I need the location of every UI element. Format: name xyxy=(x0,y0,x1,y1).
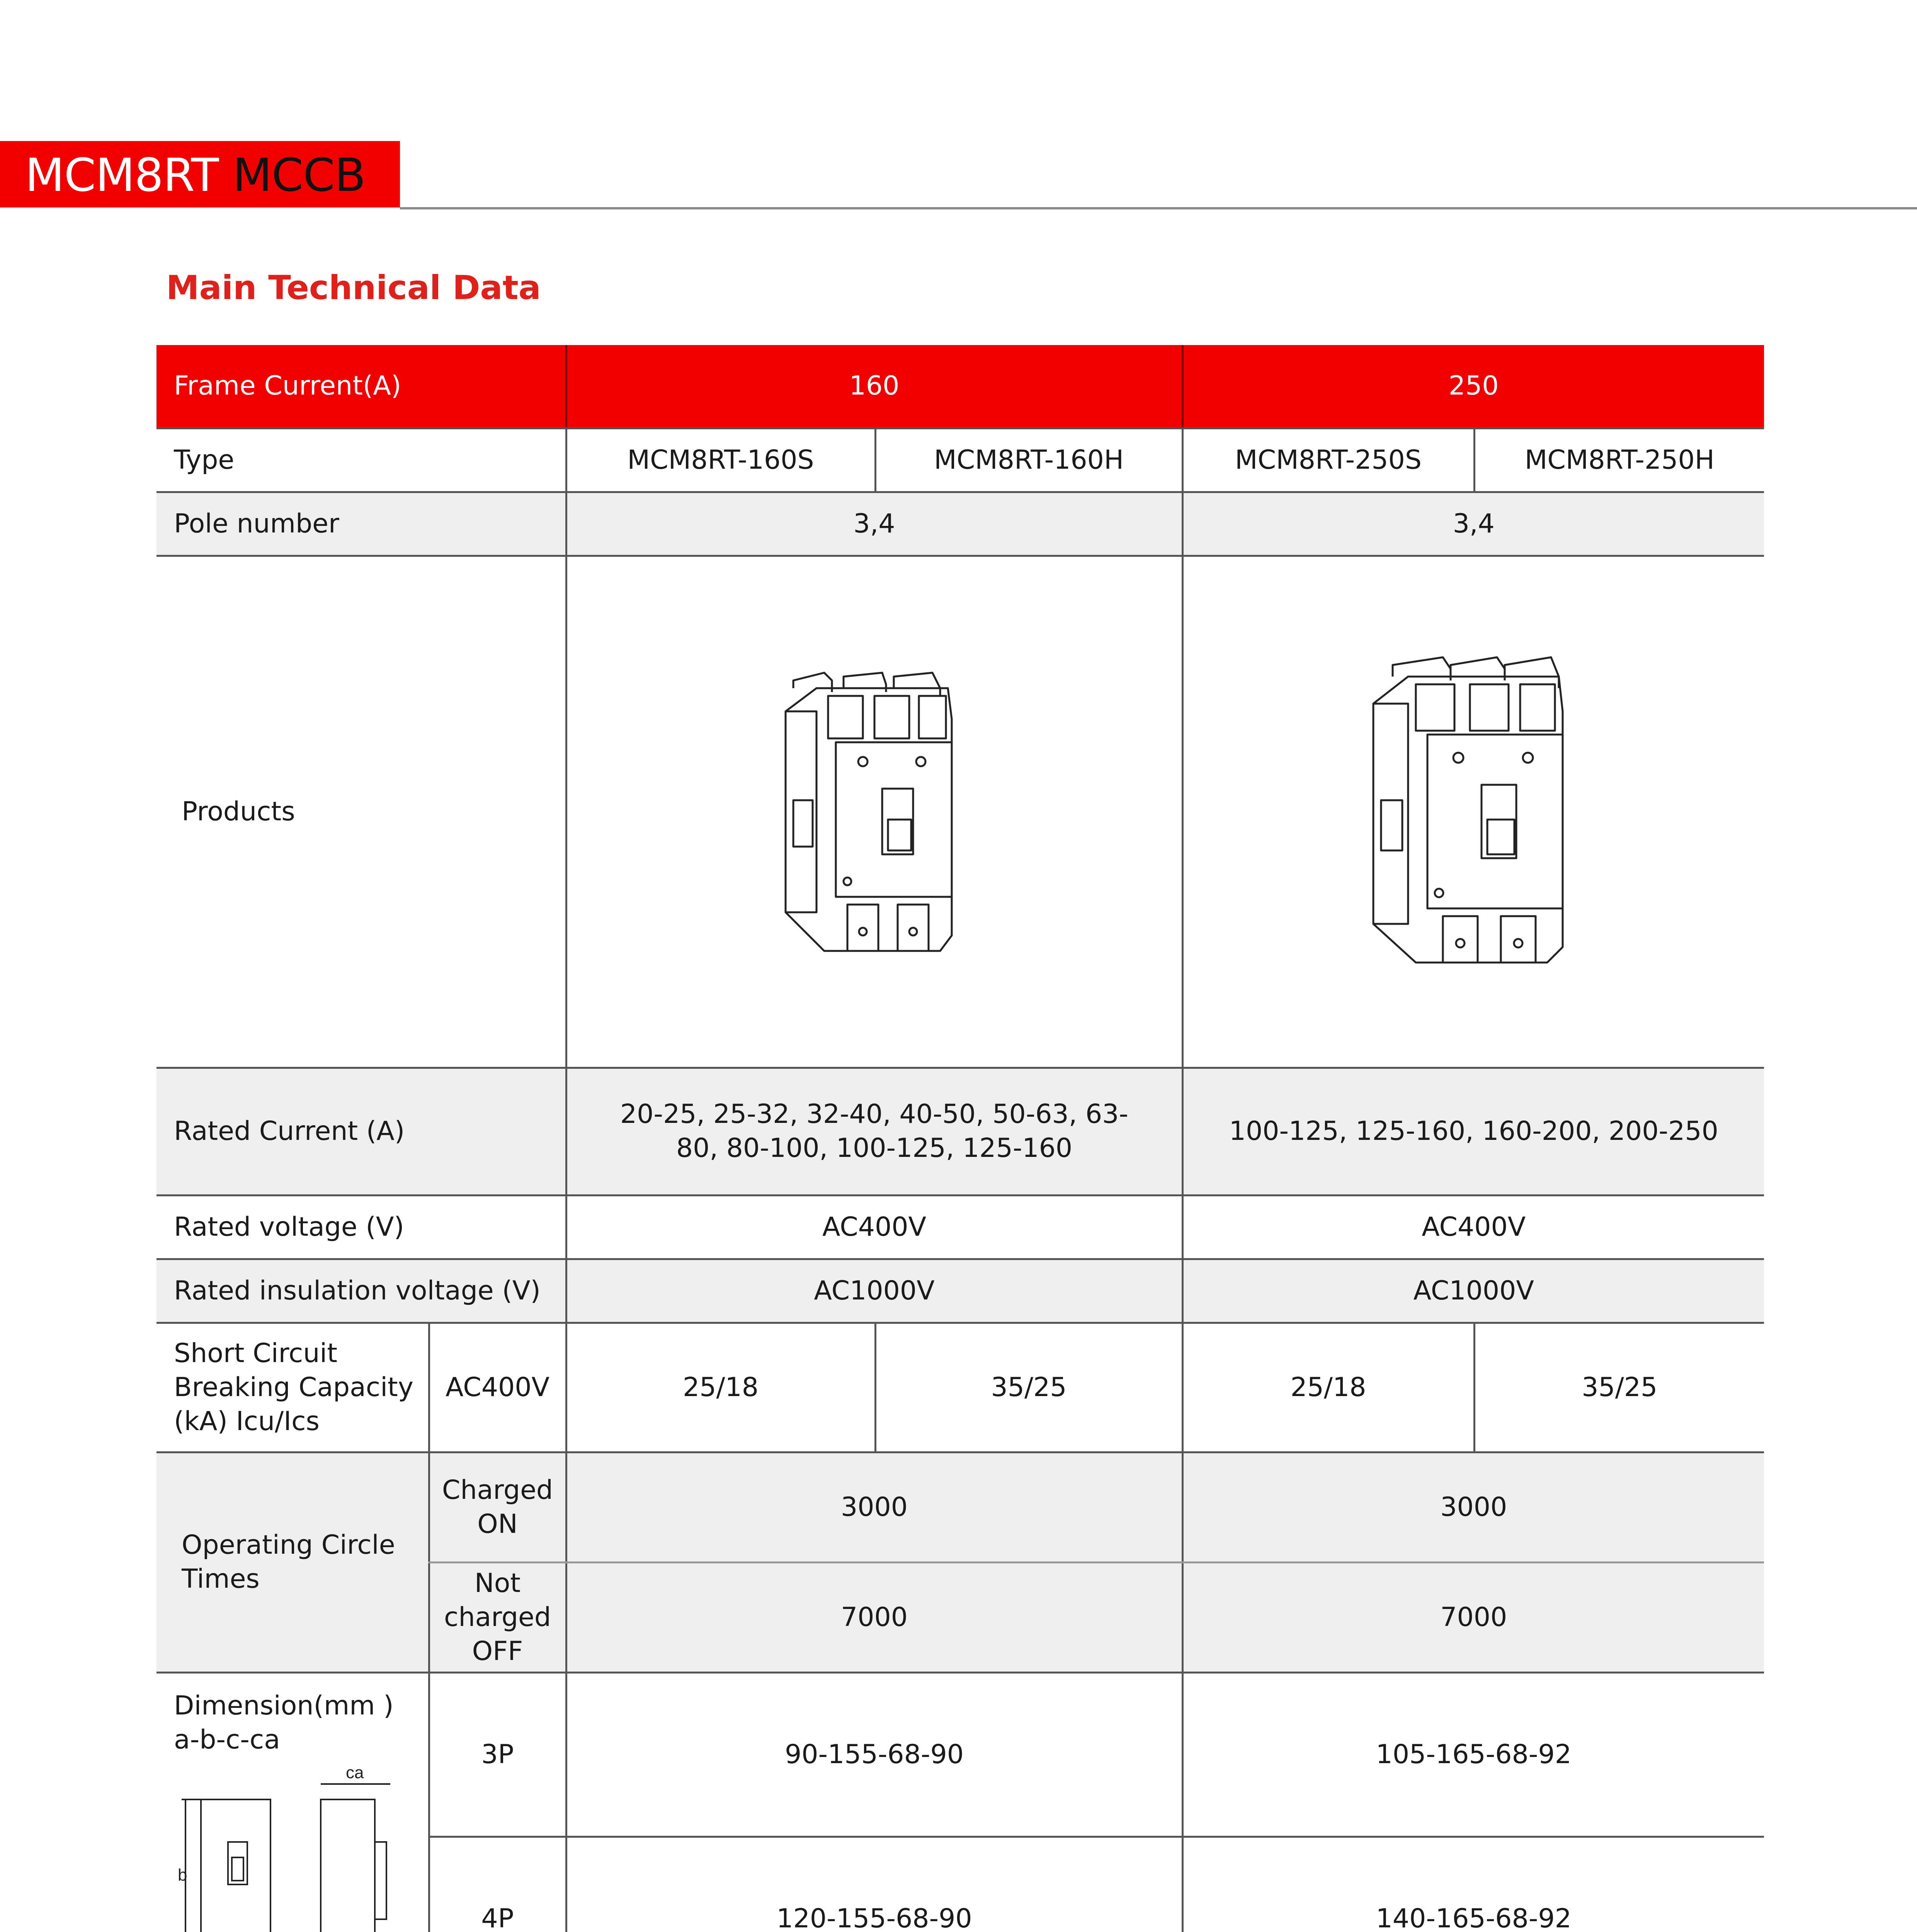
dim-ca-label: ca xyxy=(346,1764,364,1782)
title-suffix: MCCB xyxy=(233,148,366,202)
rated-voltage-label: Rated voltage (V) xyxy=(156,1195,566,1259)
dimension-4p-label: 4P xyxy=(429,1837,566,1932)
rated-current-160: 20-25, 25-32, 32-40, 40-50, 50-63, 63-80, 80-100, 100-125, 125-160 xyxy=(566,1068,1182,1195)
frame-current-row xyxy=(156,345,1764,428)
pole-250: 3,4 xyxy=(1182,492,1764,556)
type-160s: MCM8RT-160S xyxy=(566,428,875,492)
dimension-3p-250: 105-165-68-92 xyxy=(1182,1672,1764,1837)
dimension-4p-250: 140-165-68-92 xyxy=(1182,1837,1764,1932)
product-image-160 xyxy=(566,556,1182,1068)
products-row xyxy=(156,556,1764,1068)
type-250s: MCM8RT-250S xyxy=(1182,428,1474,492)
frame-250: 250 xyxy=(1182,345,1764,428)
pole-row xyxy=(156,492,1764,556)
breaking-160s: 25/18 xyxy=(566,1323,875,1452)
dimension-3p-160: 90-155-68-90 xyxy=(566,1672,1182,1837)
charged-160: 3000 xyxy=(566,1452,1182,1562)
not-charged-250: 7000 xyxy=(1182,1562,1764,1672)
not-charged-off-label: Not charged OFF xyxy=(429,1562,566,1672)
operating-label: Operating Circle Times xyxy=(156,1452,429,1672)
dimension-4p-160: 120-155-68-90 xyxy=(566,1837,1182,1932)
breaking-capacity-label: Short Circuit Breaking Capacity (kA) Icu/Ics xyxy=(156,1323,429,1452)
breaker-250-image xyxy=(1358,653,1590,970)
type-label: Type xyxy=(156,428,566,492)
rated-current-250: 100-125, 125-160, 160-200, 200-250 xyxy=(1182,1068,1764,1195)
breaking-capacity-voltage: AC400V xyxy=(429,1323,566,1452)
breaker-160-image xyxy=(770,665,979,959)
dimension-3p-label: 3P xyxy=(429,1672,566,1837)
operating-charged-row xyxy=(156,1452,1764,1562)
dimension-label: Dimension(mm ) a-b-c-ca xyxy=(174,1690,394,1755)
type-160h: MCM8RT-160H xyxy=(875,428,1182,492)
products-label: Products xyxy=(156,556,566,1068)
charged-250: 3000 xyxy=(1182,1452,1764,1562)
dimension-cell xyxy=(156,1672,429,1932)
page-title xyxy=(25,146,366,204)
charged-on-label: Charged ON xyxy=(429,1452,566,1562)
product-image-250 xyxy=(1182,556,1764,1068)
breaking-250s: 25/18 xyxy=(1182,1323,1474,1452)
technical-data-table xyxy=(156,345,1764,1932)
title-model: MCM8RT xyxy=(25,148,219,202)
breaking-250h: 35/25 xyxy=(1474,1323,1764,1452)
frame-current-label: Frame Current(A) xyxy=(156,345,566,428)
insulation-250: AC1000V xyxy=(1182,1259,1764,1323)
breaking-capacity-row xyxy=(156,1323,1764,1452)
rated-voltage-row xyxy=(156,1195,1764,1259)
rated-current-label: Rated Current (A) xyxy=(156,1068,566,1195)
insulation-row xyxy=(156,1259,1764,1323)
frame-160: 160 xyxy=(566,345,1182,428)
type-250h: MCM8RT-250H xyxy=(1474,428,1764,492)
not-charged-160: 7000 xyxy=(566,1562,1182,1672)
dimension-diagram xyxy=(174,1765,406,1932)
dimension-3p-row xyxy=(156,1672,1764,1837)
type-row xyxy=(156,428,1764,492)
breaking-160h: 35/25 xyxy=(875,1323,1182,1452)
insulation-160: AC1000V xyxy=(566,1259,1182,1323)
insulation-label: Rated insulation voltage (V) xyxy=(156,1259,566,1323)
header-divider xyxy=(400,207,1917,209)
dim-b-label: b xyxy=(178,1865,187,1884)
rated-voltage-250: AC400V xyxy=(1182,1195,1764,1259)
rated-current-row xyxy=(156,1068,1764,1195)
section-title: Main Technical Data xyxy=(166,269,541,307)
pole-label: Pole number xyxy=(156,492,566,556)
rated-voltage-160: AC400V xyxy=(566,1195,1182,1259)
pole-160: 3,4 xyxy=(566,492,1182,556)
